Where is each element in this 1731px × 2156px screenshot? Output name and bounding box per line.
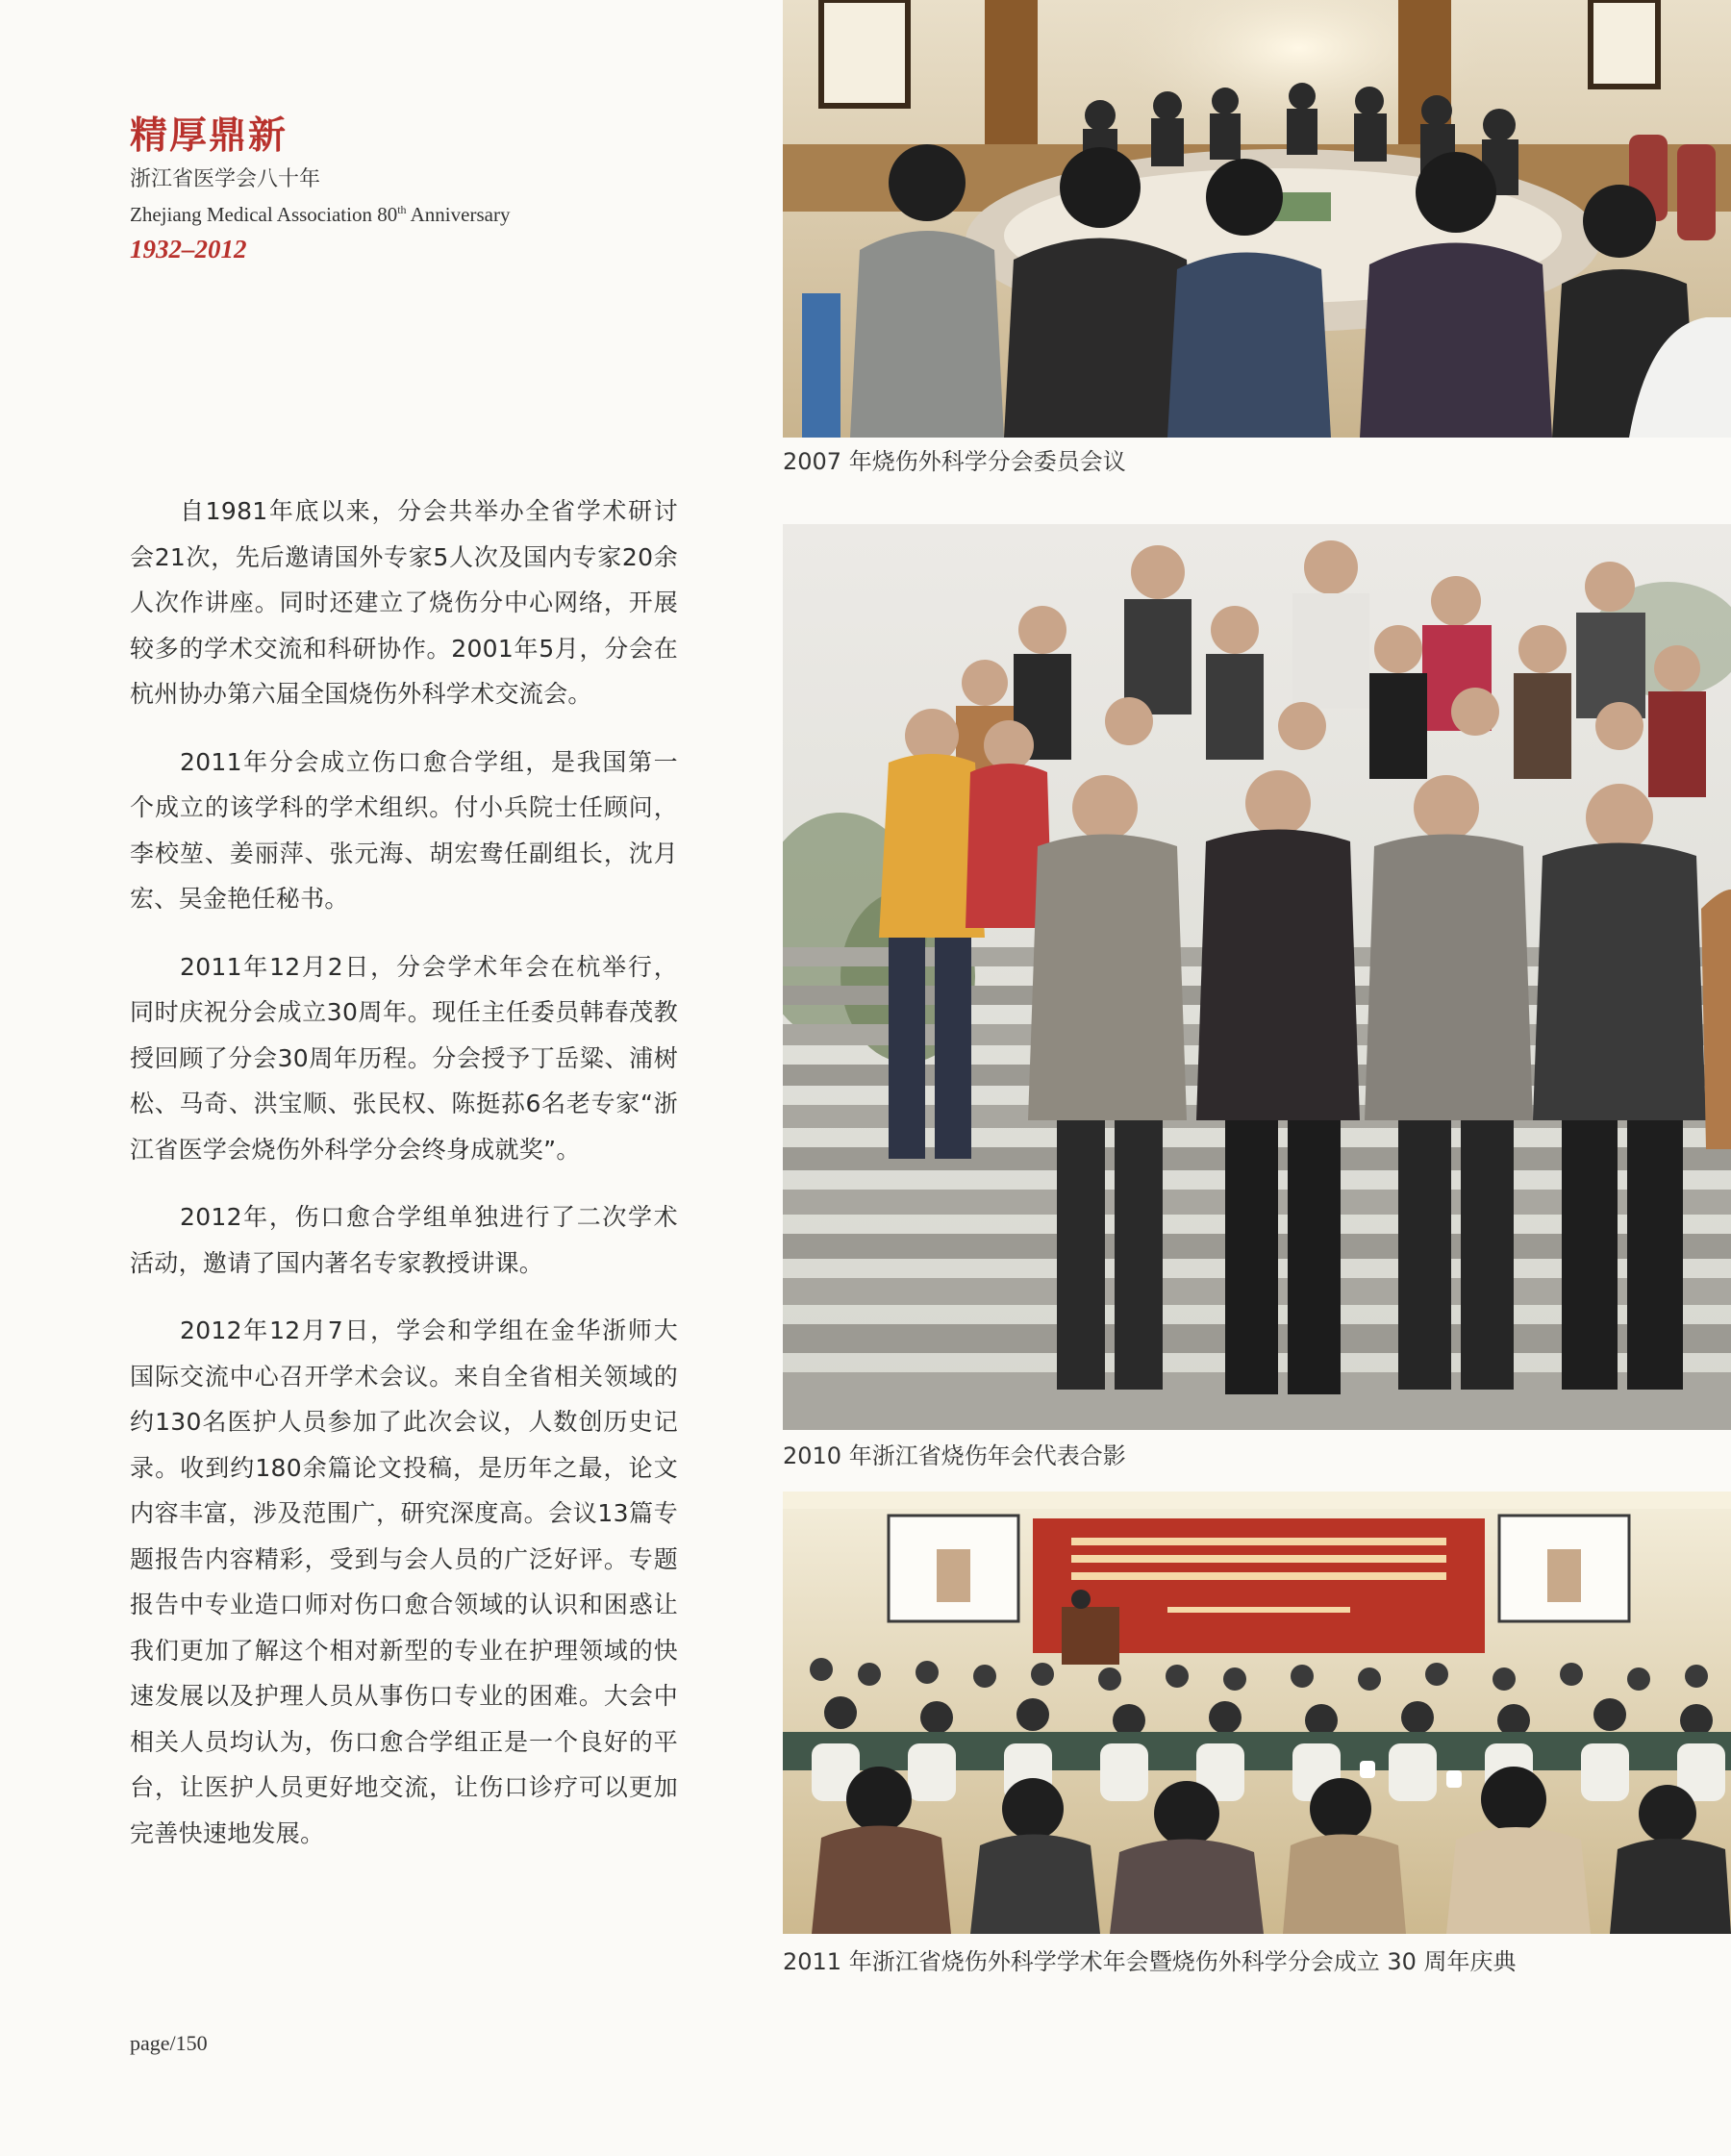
conference-hall-illustration (783, 1492, 1731, 1934)
photo-anniversary-ceremony (783, 1492, 1731, 1934)
subtitle-chinese: 浙江省医学会八十年 (130, 167, 321, 191)
paragraph: 2011年12月2日，分会学术年会在杭举行，同时庆祝分会成立30周年。现任主任委员韩春茂教授回顾了分会30周年历程。分会授予丁岳粱、浦树松、马奇、洪宝顺、张民权、陈挺荪6名老专家“浙江省医学会烧伤外科学分会终身成就奖”。 (130, 952, 678, 1164)
photo-committee-meeting (783, 0, 1731, 438)
paragraph: 2011年分会成立伤口愈合学组，是我国第一个成立的该学科的学术组织。付小兵院士任顾问，李校堃、姜丽萍、张元海、胡宏鸯任副组长，沈月宏、吴金艳任秘书。 (130, 747, 678, 913)
year-range: 1932–2012 (130, 235, 247, 263)
paragraph: 2012年12月7日，学会和学组在金华浙师大国际交流中心召开学术会议。来自全省相关领域的约130名医护人员参加了此次会议，人数创历史记录。收到约180余篇论文投稿，是历年之最，论文内容丰富，涉及范围广，研究深度高。会议13篇专题报告内容精彩，受到与会人员的广泛好评。专题报告中专业造口师对伤口愈合领域的认识和困惑让我们更加了解这个相对新型的专业在护理领域的快速发展以及护理人员从事伤口专业的困难。大会中相关人员均认为，伤口愈合学组正是一个良好的平台，让医护人员更好地交流，让伤口诊疗可以更加完善快速地发展。 (130, 1316, 678, 1847)
meeting-room-illustration (783, 0, 1731, 438)
publication-logo-text: 精厚鼎新 (130, 113, 288, 158)
photo-caption: 2010 年浙江省烧伤年会代表合影 (783, 1442, 1126, 1469)
photo-caption: 2011 年浙江省烧伤外科学学术年会暨烧伤外科学分会成立 30 周年庆典 (783, 1948, 1517, 1975)
photo-group-portrait (783, 524, 1731, 1430)
subtitle-english: Zhejiang Medical Association 80th Anniversary (130, 203, 511, 226)
running-header (130, 113, 630, 266)
article-body (130, 489, 678, 1878)
group-photo-illustration (783, 524, 1731, 1430)
paragraph: 自1981年底以来，分会共举办全省学术研讨会21次，先后邀请国外专家5人次及国内专家20余人次作讲座。同时还建立了烧伤分中心网络，开展较多的学术交流和科研协作。2001年5月，分会在杭州协办第六届全国烧伤外科学术交流会。 (130, 497, 678, 708)
photo-caption: 2007 年烧伤外科学分会委员会议 (783, 448, 1126, 475)
paragraph: 2012年，伤口愈合学组单独进行了二次学术活动，邀请了国内著名专家教授讲课。 (130, 1203, 678, 1277)
page-number: page/150 (130, 2031, 208, 2055)
